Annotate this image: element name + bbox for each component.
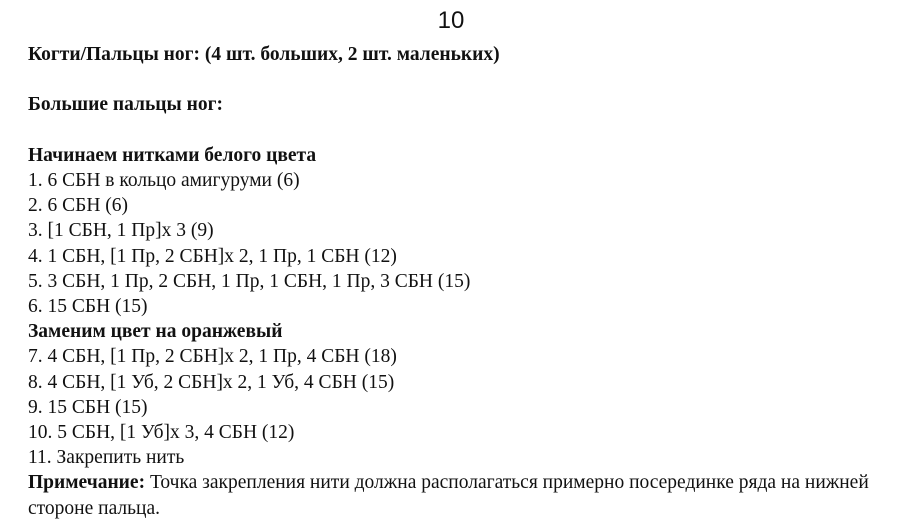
- document-body: [28, 42, 888, 521]
- pattern-row: 3. [1 СБН, 1 Пр]х 3 (9): [28, 220, 214, 242]
- blank-line: [28, 118, 888, 143]
- pattern-row: 4. 1 СБН, [1 Пр, 2 СБН]х 2, 1 Пр, 1 СБН (12): [28, 245, 397, 267]
- subheading: Большие пальцы ног:: [28, 94, 223, 116]
- pattern-row: 10. 5 СБН, [1 Уб]х 3, 4 СБН (12): [28, 422, 295, 444]
- note-paragraph: [28, 470, 888, 520]
- pattern-row: 1. 6 СБН в кольцо амигуруми (6): [28, 169, 300, 191]
- pattern-row: 9. 15 СБН (15): [28, 396, 148, 418]
- pattern-row: 7. 4 СБН, [1 Пр, 2 СБН]х 2, 1 Пр, 4 СБН (18): [28, 346, 397, 368]
- pattern-row: 5. 3 СБН, 1 Пр, 2 СБН, 1 Пр, 1 СБН, 1 Пр, 3 СБН (15): [28, 270, 471, 292]
- section-white-title: Начинаем нитками белого цвета: [28, 144, 317, 166]
- pattern-row: 6. 15 СБН (15): [28, 296, 148, 317]
- page-number: 10: [437, 7, 465, 34]
- note-label: Примечание:: [28, 472, 146, 494]
- pattern-row: 11. Закрепить нить: [28, 447, 185, 469]
- blank-line: [28, 67, 888, 92]
- note-text: Точка закрепления нити должна располагаться примерно посерединке ряда на нижней стороне пальца.: [28, 472, 869, 519]
- pattern-row: 2. 6 СБН (6): [28, 195, 129, 217]
- pattern-row: 8. 4 СБН, [1 Уб, 2 СБН]х 2, 1 Уб, 4 СБН (15): [28, 371, 395, 393]
- heading: Когти/Пальцы ног: (4 шт. больших, 2 шт. маленьких): [28, 44, 500, 65]
- section-orange-title: Заменим цвет на оранжевый: [28, 321, 283, 343]
